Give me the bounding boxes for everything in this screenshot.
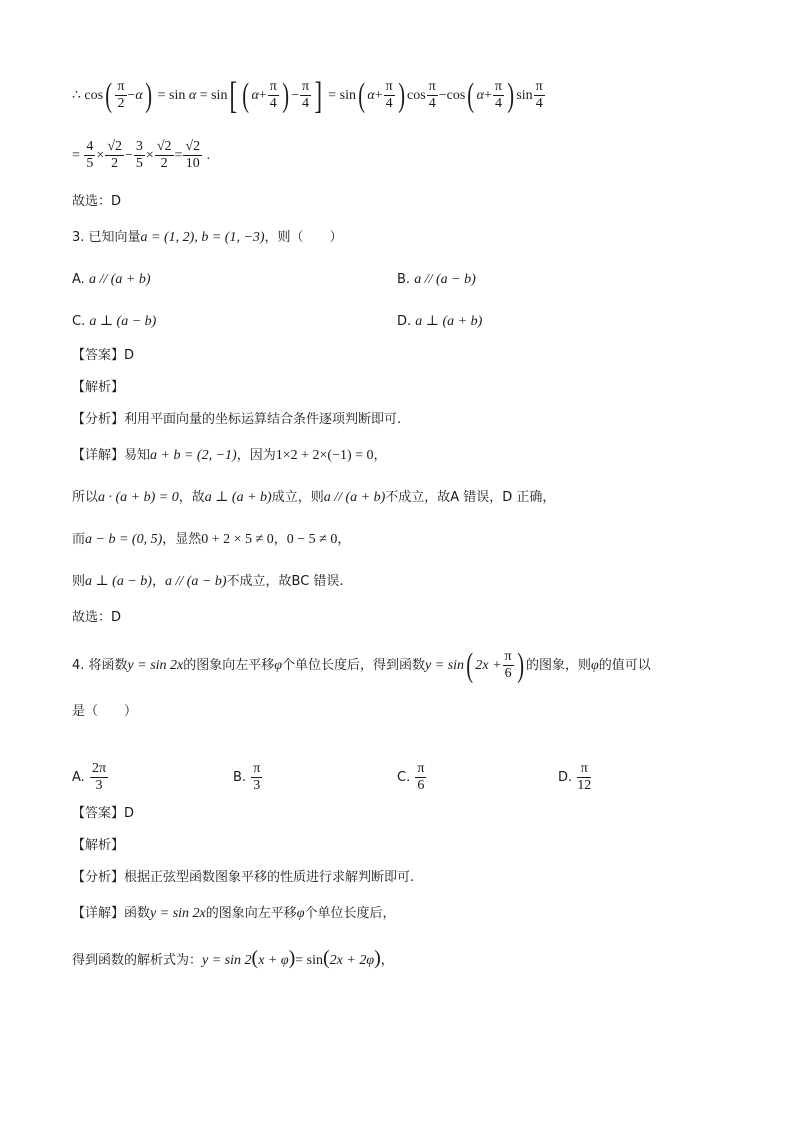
equation-line-1: ∴ cos( $\frac{\pi}{2}$ −α) = sin α = sin[ ( α+ $\frac{\pi}{4}$ ) − $\frac{\pi}{4}$ ] = sin( α+ $\frac{\pi}{4}$ ) cos $\frac{\pi}{4}$ −cos( α+ $\frac{\pi}{4}$ ) sin $\frac{\pi}{4}$ — [72, 74, 543, 117]
fraction: $\frac{√2}{10}$ — [185, 139, 201, 172]
q3-option-a: A. a // (a + b) — [72, 272, 151, 287]
q4-option-d: D. $\frac{\pi}{12}$ — [558, 761, 592, 793]
fraction: $\frac{\pi}{4}$ — [385, 79, 393, 112]
q3-fenxi: 【分析】利用平面向量的坐标运算结合条件逐项判断即可. — [72, 412, 402, 427]
fraction: $\frac{\pi}{2}$ — [117, 79, 125, 112]
q4-analysis-heading: 【解析】 — [72, 838, 125, 853]
q4-answer: 【答案】D — [72, 806, 135, 821]
q4-detail-1: 【详解】函数y = sin 2x的图象向左平移φ个单位长度后， — [72, 906, 396, 921]
q3-choose: 故选：D — [72, 610, 122, 625]
q3-option-d: D. a ⊥ (a + b) — [397, 314, 483, 329]
q3-analysis-heading: 【解析】 — [72, 380, 125, 395]
q3-detail-3: 而a − b = (0, 5)，显然0 + 2 × 5 ≠ 0，0 − 5 ≠ 0， — [72, 532, 351, 547]
q3-option-b: B. a // (a − b) — [397, 272, 476, 287]
q3-answer: 【答案】D — [72, 348, 135, 363]
fraction: $\frac{4}{5}$ — [86, 139, 94, 172]
therefore-symbol: ∴ — [72, 88, 81, 103]
q4-option-b: B. $\frac{\pi}{3}$ — [233, 761, 261, 793]
fraction: $\frac{3}{5}$ — [135, 139, 143, 172]
equation-line-2: = $\frac{4}{5}$ × $\frac{√2}{2}$ − $\frac{3}{5}$ × $\frac{√2}{2}$ = $\frac{√2}{10}$ . — [72, 139, 211, 172]
q3-detail-2: 所以a · (a + b) = 0，故a ⊥ (a + b)成立，则a // (a + b)不成立，故A 错误，D 正确， — [72, 490, 556, 505]
q4-fenxi: 【分析】根据正弦型函数图象平移的性质进行求解判断即可. — [72, 870, 415, 885]
fraction: $\frac{\pi}{4}$ — [269, 79, 277, 112]
fraction: $\frac{\pi}{4}$ — [428, 79, 436, 112]
fraction: $\frac{\pi}{6}$ — [504, 649, 512, 681]
q3-detail-4: 则a ⊥ (a − b)，a // (a − b)不成立，故BC 错误. — [72, 574, 344, 589]
q3-stem: 3. 已知向量a = (1, 2), b = (1, −3)，则（ ） — [72, 230, 343, 245]
q3-detail-1: 【详解】易知a + b = (2, −1)，因为1×2 + 2×(−1) = 0， — [72, 448, 387, 463]
q3-option-c: C. a ⊥ (a − b) — [72, 314, 157, 329]
q4-option-a: A. $\frac{2\pi}{3}$ — [72, 761, 107, 793]
fraction: $\frac{\pi}{4}$ — [535, 79, 543, 112]
q4-option-c: C. $\frac{\pi}{6}$ — [397, 761, 425, 793]
fraction: $\frac{√2}{2}$ — [156, 139, 172, 172]
fraction: $\frac{\pi}{4}$ — [302, 79, 310, 112]
fraction: $\frac{\pi}{4}$ — [494, 79, 502, 112]
q4-stem-cont: 是（ ） — [72, 704, 138, 719]
q4-stem: 4. 将函数y = sin 2x的图象向左平移φ个单位长度后，得到函数y = sin( 2x + $\frac{\pi}{6}$ ) 的图象，则φ的值可以 — [72, 646, 651, 684]
q4-detail-2: 得到函数的解析式为：y = sin 2(x + φ)= sin(2x + 2φ)， — [72, 947, 394, 969]
fraction: $\frac{√2}{2}$ — [107, 139, 122, 172]
q2-answer-line: 故选：D — [72, 194, 122, 209]
